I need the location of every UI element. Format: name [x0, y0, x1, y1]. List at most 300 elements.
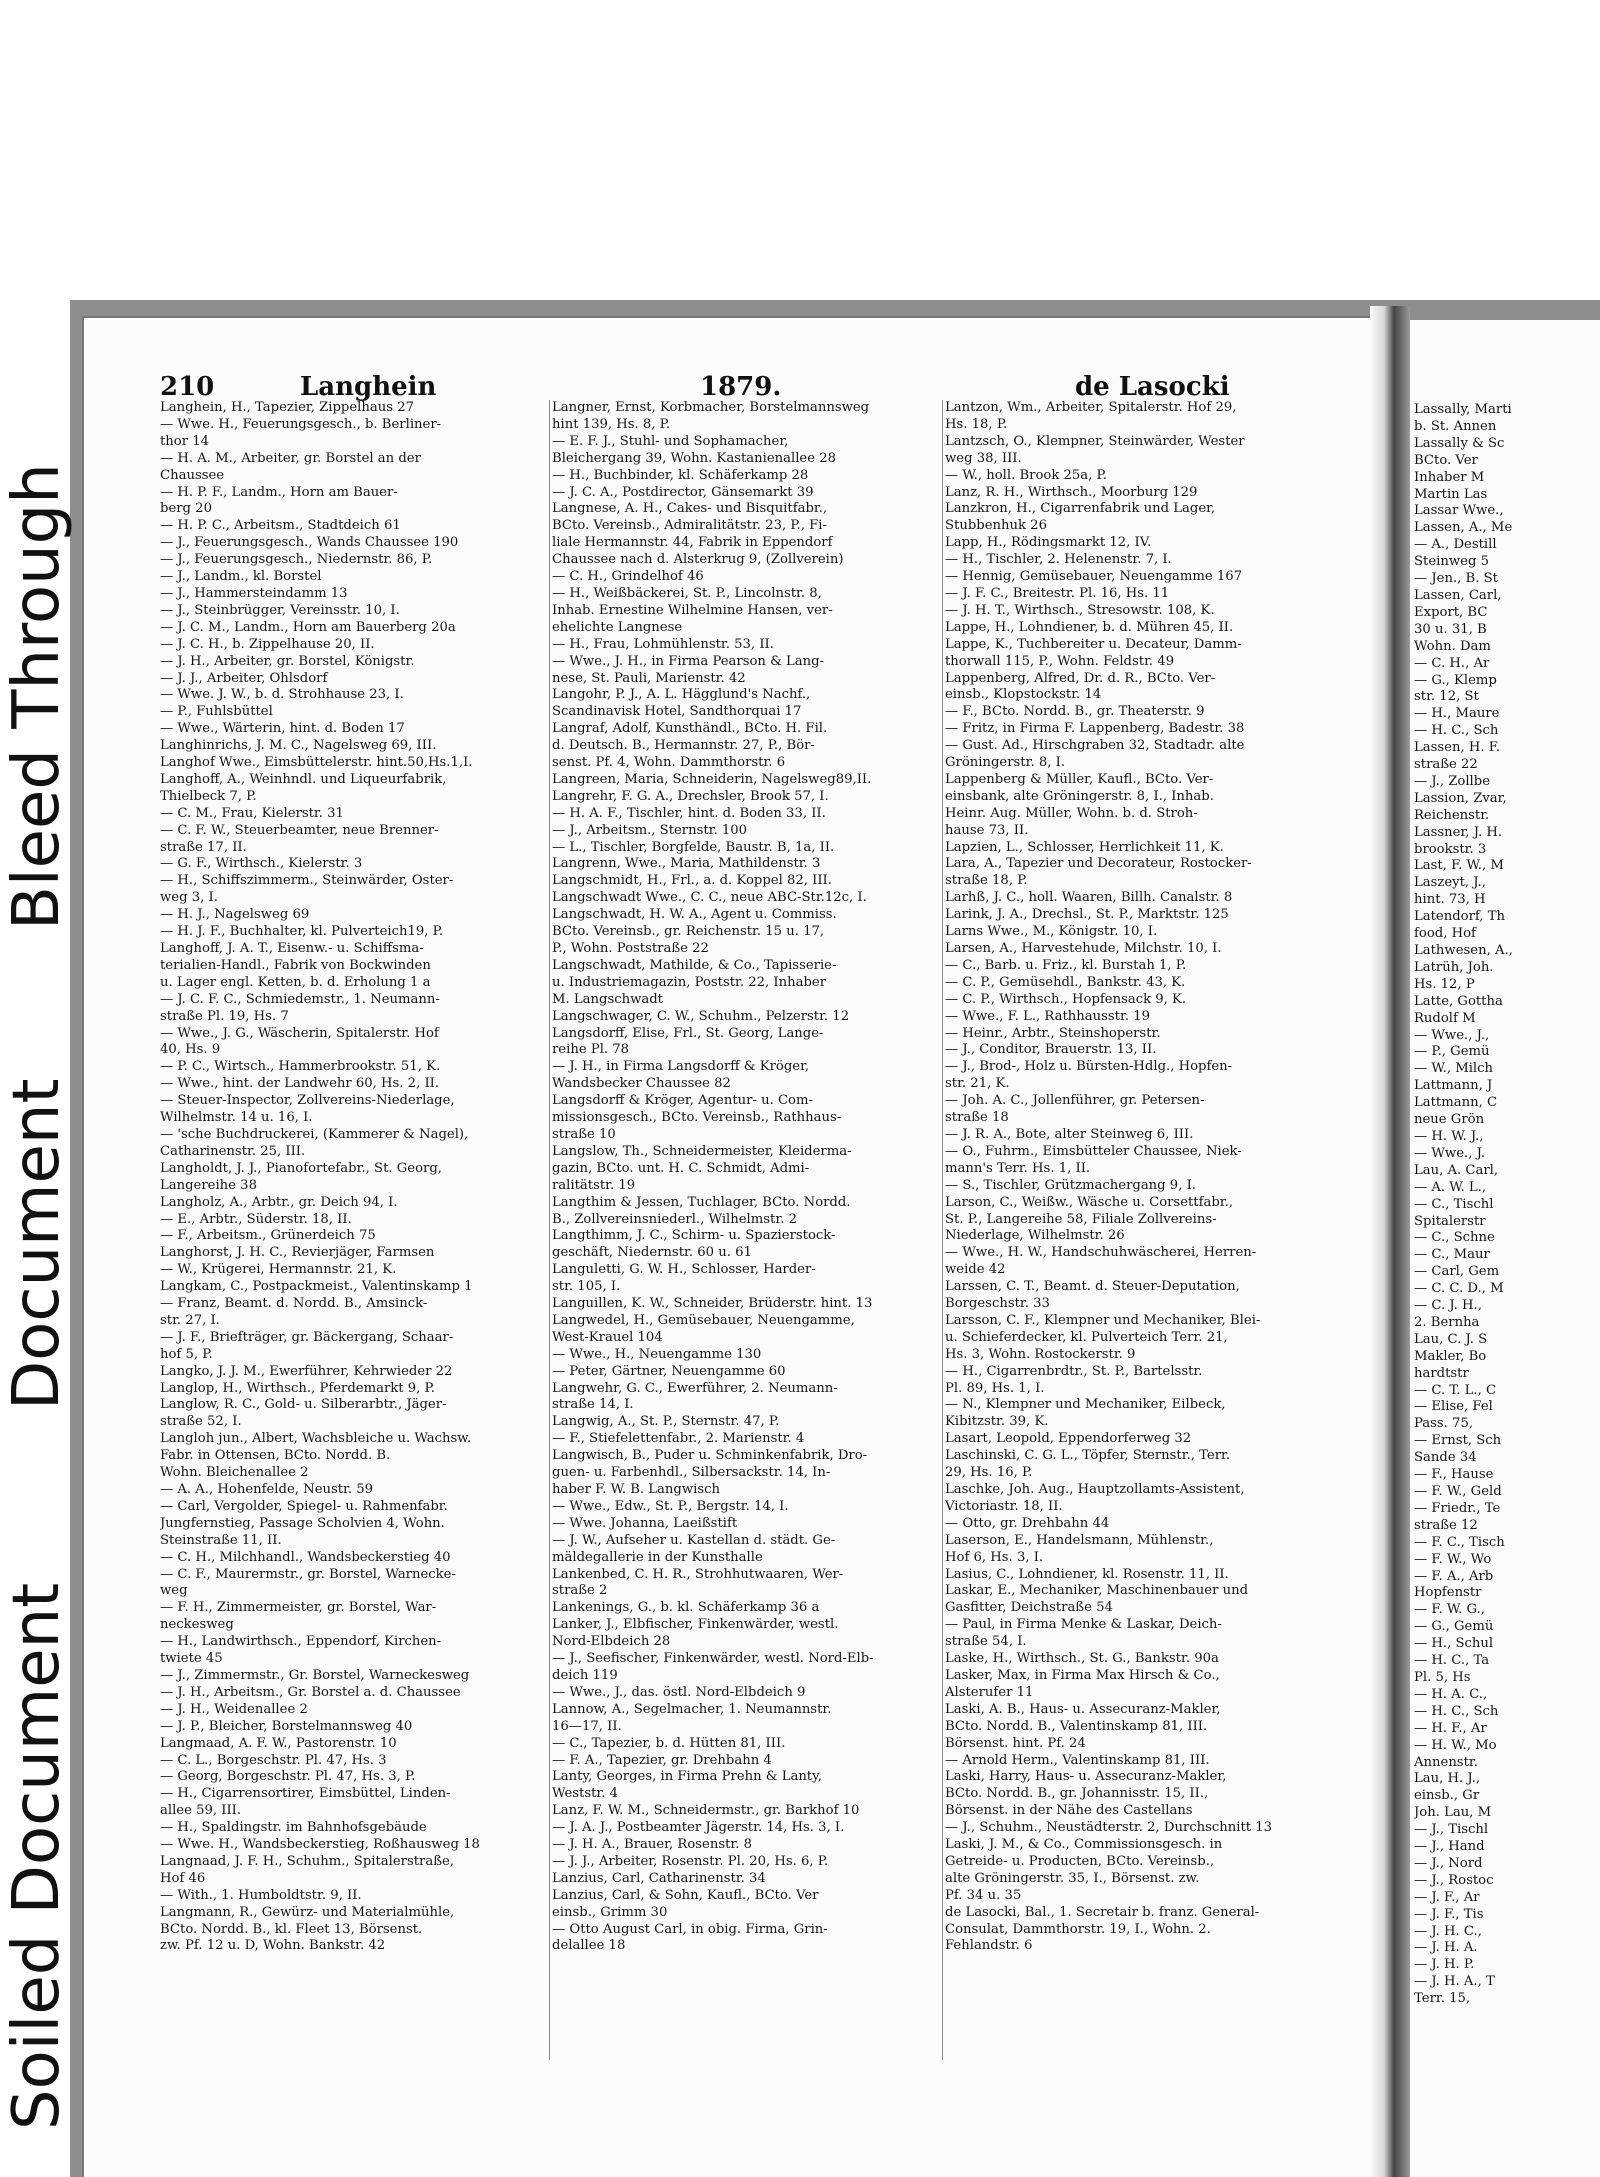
directory-line: Lankenings, G., b. kl. Schäferkamp 36 a [552, 1600, 820, 1616]
directory-line: — J., Feuerungsgesch., Niedernstr. 86, P. [160, 552, 433, 568]
directory-line: Langschmidt, H., Frl., a. d. Koppel 82, III. [552, 873, 832, 889]
directory-line: Consulat, Dammthorstr. 19, I., Wohn. 2. [945, 1921, 1211, 1937]
directory-line: — Wwe., H., Neuengamme 130 [552, 1346, 762, 1362]
directory-line: straße 12 [1414, 1517, 1478, 1533]
directory-line: — J. F., Briefträger, gr. Bäckergang, Schaar- [160, 1329, 454, 1345]
directory-line: — Wwe. H., Feuerungsgesch., b. Berliner- [160, 416, 442, 432]
directory-line: Lassen, H. F. [1414, 740, 1501, 756]
directory-line: Laserson, E., Handelsmann, Mühlenstr., [945, 1532, 1214, 1548]
directory-line: Larsen, A., Harvestehude, Milchstr. 10, I. [945, 941, 1222, 956]
directory-line: — Wwe., F. L., Rathhausstr. 19 [945, 1008, 1151, 1024]
directory-line: — Fritz, in Firma F. Lappenberg, Badestr. 38 [945, 721, 1245, 737]
directory-line: Hopfenstr [1414, 1585, 1482, 1601]
book-gutter [1370, 306, 1410, 2177]
directory-line: Langsdorff & Kröger, Agentur- u. Com- [552, 1093, 813, 1109]
directory-line: — J., Feuerungsgesch., Wands Chaussee 190 [160, 535, 459, 551]
directory-line: straße 18, P. [945, 873, 1028, 889]
directory-line: — J. C. F. C., Schmiedemstr., 1. Neumann- [160, 991, 440, 1007]
directory-line: Export, BC [1414, 604, 1488, 620]
directory-line: ralitätstr. 19 [552, 1177, 636, 1193]
directory-line: — H. P. F., Landm., Horn am Bauer- [160, 484, 398, 500]
directory-line: Langhein, H., Tapezier, Zippelhaus 27 [160, 400, 414, 415]
directory-line: — G. F., Wirthsch., Kielerstr. 3 [160, 856, 363, 872]
directory-line: — J. H., Arbeitsm., Gr. Borstel a. d. Chaussee [160, 1684, 461, 1700]
directory-line: Lanzkron, H., Cigarrenfabrik und Lager, [945, 501, 1216, 517]
directory-line: reihe Pl. 78 [552, 1042, 630, 1058]
directory-line: — Wwe. H., Wandsbeckerstieg, Roßhausweg 18 [160, 1837, 480, 1853]
directory-line: hardtstr [1414, 1365, 1469, 1381]
directory-line: food, Hof [1414, 926, 1476, 942]
directory-line: Larssen, C. T., Beamt. d. Steuer-Deputation, [945, 1279, 1240, 1295]
directory-line: — J. H., in Firma Langsdorff & Kröger, [552, 1059, 810, 1075]
directory-line: Langmann, R., Gewürz- und Materialmühle, [160, 1904, 455, 1920]
directory-line: — J., Zimmermstr., Gr. Borstel, Warneckesweg [160, 1667, 470, 1683]
directory-line: u. Industriemagazin, Poststr. 22, Inhaber [552, 974, 827, 990]
directory-line: geschäft, Niedernstr. 60 u. 61 [552, 1245, 752, 1261]
directory-line: Langwehr, G. C., Ewerführer, 2. Neumann- [552, 1380, 838, 1396]
directory-line: straße 10 [552, 1126, 616, 1142]
directory-line: brookstr. 3 [1414, 841, 1487, 857]
directory-line: Langschwager, C. W., Schuhm., Pelzerstr. 12 [552, 1008, 850, 1024]
directory-line: Larson, C., Weißw., Wäsche u. Corsettfabr., [945, 1194, 1234, 1210]
directory-line: Langthimm, J. C., Schirm- u. Spazierstock- [552, 1228, 836, 1244]
directory-line: — F. C., Tisch [1414, 1534, 1505, 1550]
directory-line: — H., Schul [1414, 1636, 1494, 1652]
directory-line: — J., Schuhm., Neustädterstr. 2, Durchschnitt 13 [945, 1820, 1273, 1836]
directory-line: Lattmann, J [1414, 1078, 1493, 1094]
directory-line: — H., Cigarrenbrdtr., St. P., Bartelsstr. [945, 1363, 1203, 1379]
directory-line: — Wwe. J. W., b. d. Strohhause 23, I. [160, 687, 404, 703]
directory-line: — Franz, Beamt. d. Nordd. B., Amsinck- [160, 1296, 428, 1312]
directory-line: — Wwe., Wärterin, hint. d. Boden 17 [160, 721, 405, 737]
directory-line: — J., Zollbe [1414, 773, 1491, 789]
directory-line: weide 42 [945, 1262, 1006, 1278]
directory-line: — H. W. J., [1414, 1128, 1484, 1144]
directory-line: — Heinr., Arbtr., Steinshoperstr. [945, 1025, 1161, 1041]
directory-line: Lantzsch, O., Klempner, Steinwärder, Wester [945, 433, 1245, 449]
directory-line: Makler, Bo [1414, 1348, 1487, 1364]
directory-line: straße 54, I. [945, 1634, 1027, 1650]
directory-line: — H. A. C., [1414, 1686, 1488, 1702]
directory-line: — Friedr., Te [1414, 1500, 1501, 1516]
directory-line: Steinweg 5 [1414, 554, 1489, 570]
directory-line: straße 52, I. [160, 1414, 242, 1430]
directory-line: Langloh jun., Albert, Wachsbleiche u. Wachsw. [160, 1431, 472, 1447]
header-left-word: Langhein [300, 372, 437, 402]
margin-label-soiled-document: Soiled Document [0, 1582, 74, 2130]
directory-line: Langlop, H., Wirthsch., Pferdemarkt 9, P. [160, 1380, 435, 1396]
directory-line: Gröningerstr. 8, I. [945, 755, 1066, 771]
directory-line: Langner, Ernst, Korbmacher, Borstelmannsweg [552, 400, 870, 415]
directory-line: Chaussee [160, 467, 225, 483]
directory-line: b. St. Annen [1414, 418, 1497, 434]
directory-line: delallee 18 [552, 1938, 626, 1954]
directory-line: Langereihe 38 [160, 1177, 257, 1193]
directory-line: — H. P. C., Arbeitsm., Stadtdeich 61 [160, 518, 401, 534]
directory-line: Wohn. Dam [1414, 638, 1491, 654]
directory-line: — J. A. J., Postbeamter Jägerstr. 14, Hs. 3, I. [552, 1820, 845, 1836]
directory-line: 2. Bernha [1414, 1314, 1480, 1330]
directory-line: — E., Arbtr., Süderstr. 18, II. [160, 1211, 352, 1227]
directory-line: — H. C., Sch [1414, 723, 1499, 739]
directory-line: Latendorf, Th [1414, 909, 1505, 925]
directory-line: Langnese, A. H., Cakes- und Bisquitfabr., [552, 501, 828, 517]
directory-line: Borgeschstr. 33 [945, 1296, 1050, 1312]
directory-line: — J. W., Aufseher u. Kastellan d. städt. Ge- [552, 1532, 836, 1548]
directory-line: Inhaber M [1414, 469, 1485, 485]
directory-line: straße Pl. 19, Hs. 7 [160, 1008, 289, 1024]
directory-line: Annenstr. [1414, 1754, 1478, 1770]
directory-line: — Steuer-Inspector, Zollvereins-Niederlage, [160, 1093, 455, 1109]
directory-line: — F., Arbeitsm., Grünerdeich 75 [160, 1228, 376, 1244]
directory-line: — F. W. G., [1414, 1602, 1485, 1618]
directory-line: — C., Tapezier, b. d. Hütten 81, III. [552, 1735, 786, 1751]
header-year: 1879. [700, 372, 782, 402]
directory-line: — J. C. H., b. Zippelhause 20, II. [160, 636, 375, 652]
directory-line: St. P., Langereihe 58, Filiale Zollvereins- [945, 1211, 1217, 1227]
directory-line: — Gust. Ad., Hirschgraben 32, Stadtadr. alte [945, 738, 1245, 754]
directory-line: — W., Milch [1414, 1061, 1494, 1077]
directory-line: — F. W., Wo [1414, 1551, 1492, 1567]
directory-line: — H. F., Ar [1414, 1720, 1487, 1736]
directory-line: Langwisch, B., Puder u. Schminkenfabrik, Dro- [552, 1448, 868, 1464]
directory-line: Lanker, J., Elbfischer, Finkenwärder, westl. [552, 1617, 839, 1633]
directory-line: Pass. 75, [1414, 1416, 1474, 1432]
directory-line: de Lasocki, Bal., 1. Secretair b. franz. General- [945, 1904, 1260, 1920]
directory-line: neckesweg [160, 1617, 234, 1633]
directory-line: — O., Fuhrm., Eimsbütteler Chaussee, Niek- [945, 1143, 1242, 1159]
directory-line: str. 27, I. [160, 1312, 220, 1328]
directory-line: — Wwe., H. W., Handschuhwäscherei, Herren- [945, 1245, 1257, 1261]
directory-line: BCto. Vereinsb., Admiralitätstr. 23, P., Fi- [552, 518, 827, 534]
directory-line: Langschwadt, H. W. A., Agent u. Commiss. [552, 907, 837, 923]
column-2 [552, 400, 942, 1955]
directory-line: — E. F. J., Stuhl- und Sophamacher, [552, 433, 789, 449]
directory-line: Niederlage, Wilhelmstr. 26 [945, 1228, 1125, 1244]
directory-line: — Otto August Carl, in obig. Firma, Grin- [552, 1921, 828, 1937]
directory-line: Bleichergang 39, Wohn. Kastanienallee 28 [552, 450, 837, 466]
directory-line: alte Gröningerstr. 35, I., Börsenst. zw. [945, 1870, 1200, 1886]
directory-line: West-Krauel 104 [552, 1329, 663, 1345]
directory-line: Langrehr, F. G. A., Drechsler, Brook 57, I. [552, 788, 829, 804]
directory-line: Rudolf M [1414, 1010, 1476, 1026]
directory-line: Pl. 89, Hs. 1, I. [945, 1380, 1045, 1396]
directory-line: Joh. Lau, M [1414, 1805, 1492, 1821]
directory-line: Larink, J. A., Drechsl., St. P., Marktstr. 125 [945, 907, 1229, 923]
directory-line: — H., Spaldingstr. im Bahnhofsgebäude [160, 1820, 427, 1836]
directory-line: — J. C. A., Postdirector, Gänsemarkt 39 [552, 484, 814, 500]
directory-line: Börsenst. in der Nähe des Castellans [945, 1803, 1193, 1819]
directory-line: Langwig, A., St. P., Sternstr. 47, P. [552, 1414, 780, 1430]
directory-line: — C., Barb. u. Friz., kl. Burstah 1, P. [945, 957, 1187, 973]
directory-line: — A. W. L., [1414, 1179, 1487, 1195]
directory-line: Heinr. Aug. Müller, Wohn. b. d. Stroh- [945, 805, 1198, 821]
margin-label-bleed-through: Bleed Through [0, 463, 74, 930]
directory-line: Langholz, A., Arbtr., gr. Deich 94, I. [160, 1194, 398, 1210]
directory-line: — F. A., Tapezier, gr. Drehbahn 4 [552, 1752, 772, 1768]
directory-line: einsb., Grimm 30 [552, 1904, 668, 1920]
directory-line: — C. H., Milchhandl., Wandsbeckerstieg 40 [160, 1549, 451, 1565]
directory-line: Lappenberg & Müller, Kaufl., BCto. Ver- [945, 771, 1214, 787]
directory-line: u. Lager engl. Ketten, b. d. Erholung 1 a [160, 974, 431, 990]
directory-line: Inhab. Ernestine Wilhelmine Hansen, ver- [552, 602, 833, 618]
directory-line: Langhoff, J. A. T., Eisenw.- u. Schiffsma- [160, 941, 424, 956]
directory-line: — Joh. A. C., Jollenführer, gr. Petersen- [945, 1093, 1205, 1109]
directory-line: — F. A., Arb [1414, 1568, 1494, 1584]
directory-line: BCto. Nordd. B., Valentinskamp 81, III. [945, 1718, 1208, 1734]
directory-line: BCto. Ver [1414, 452, 1478, 468]
directory-line: Sande 34 [1414, 1450, 1477, 1466]
directory-line: Langslow, Th., Schneidermeister, Kleiderma- [552, 1143, 852, 1159]
directory-line: — P., Gemü [1414, 1044, 1490, 1060]
directory-line: — H., Tischler, 2. Helenenstr. 7, I. [945, 552, 1172, 568]
directory-line: mäldegallerie in der Kunsthalle [552, 1549, 763, 1565]
directory-line: Langschwadt, Mathilde, & Co., Tapisserie- [552, 957, 837, 973]
directory-line: — F., Stiefelettenfabr., 2. Marienstr. 4 [552, 1431, 805, 1447]
directory-line: — Wwe., hint. der Landwehr 60, Hs. 2, II. [160, 1076, 440, 1092]
directory-line: Alsterufer 11 [945, 1684, 1034, 1700]
directory-line: Langholdt, J. J., Pianofortefabr., St. Georg, [160, 1160, 442, 1176]
directory-line: terialien-Handl., Fabrik von Bockwinden [160, 957, 431, 973]
directory-line: — Elise, Fel [1414, 1399, 1493, 1415]
directory-line: — J., Hammersteindamm 13 [160, 585, 348, 601]
directory-line: Reichenstr. [1414, 807, 1490, 823]
directory-line: — G., Klemp [1414, 672, 1497, 688]
directory-line: — H. W., Mo [1414, 1737, 1497, 1753]
directory-line: — Carl, Gem [1414, 1264, 1500, 1280]
directory-line: Lau, C. J. S [1414, 1331, 1488, 1347]
directory-line: — J., Seefischer, Finkenwärder, westl. Nord-Elb- [552, 1651, 874, 1667]
directory-line: Langthim & Jessen, Tuchlager, BCto. Nordd. [552, 1194, 851, 1210]
directory-line: Larsson, C. F., Klempner und Mechaniker, Blei- [945, 1312, 1261, 1328]
directory-line: Fehlandstr. 6 [945, 1938, 1033, 1954]
directory-line: Langkam, C., Postpackmeist., Valentinskamp 1 [160, 1279, 473, 1295]
directory-line: Langmaad, A. F. W., Pastorenstr. 10 [160, 1735, 397, 1751]
directory-line: Lau, H. J., [1414, 1771, 1481, 1787]
directory-line: — H., Weißbäckerei, St. P., Lincolnstr. 8, [552, 585, 822, 601]
directory-line: twiete 45 [160, 1651, 223, 1667]
directory-line: nese, St. Pauli, Marienstr. 42 [552, 670, 746, 686]
directory-line: Lathwesen, A., [1414, 943, 1513, 958]
directory-line: guen- u. Farbenhdl., Silbersackstr. 14, In- [552, 1465, 831, 1481]
directory-line: — H., Frau, Lohmühlenstr. 53, II. [552, 636, 774, 652]
directory-line: — W., holl. Brook 25a, P. [945, 467, 1107, 483]
directory-line: Pl. 5, Hs [1414, 1669, 1471, 1685]
directory-line: hint 139, Hs. 8, P. [552, 416, 671, 432]
directory-line: — C. H., Grindelhof 46 [552, 569, 704, 585]
directory-line: missionsgesch., BCto. Vereinsb., Rathhaus- [552, 1110, 842, 1126]
directory-line: Pf. 34 u. 35 [945, 1887, 1022, 1903]
directory-line: Lappenberg, Alfred, Dr. d. R., BCto. Ver- [945, 670, 1216, 686]
directory-line: B., Zollvereinsniederl., Wilhelmstr. 2 [552, 1211, 797, 1227]
directory-line: 40, Hs. 9 [160, 1042, 221, 1058]
directory-line: straße 22 [1414, 757, 1478, 773]
directory-line: — J. H. A., T [1414, 1974, 1495, 1990]
directory-line: Lanzius, Carl, & Sohn, Kaufl., BCto. Ver [552, 1887, 819, 1903]
directory-line: Langhorst, J. H. C., Revierjäger, Farmsen [160, 1245, 435, 1261]
column-4 [1414, 402, 1600, 2008]
directory-line: — Ernst, Sch [1414, 1433, 1502, 1449]
directory-line: — C. H., Ar [1414, 655, 1490, 671]
directory-line: — C. P., Wirthsch., Hopfensack 9, K. [945, 991, 1187, 1007]
directory-line: Laschinski, C. G. L., Töpfer, Sternstr., Terr. [945, 1448, 1231, 1464]
directory-line: Laski, Harry, Haus- u. Assecuranz-Makler, [945, 1769, 1227, 1785]
directory-line: u. Schieferdecker, kl. Pulverteich Terr. 21, [945, 1329, 1228, 1345]
directory-line: Lanz, R. H., Wirthsch., Moorburg 129 [945, 484, 1198, 500]
header-right-word: de Lasocki [1075, 372, 1230, 402]
directory-line: BCto. Nordd. B., gr. Johannisstr. 15, II., [945, 1786, 1209, 1802]
directory-line: neue Grön [1414, 1112, 1485, 1128]
directory-line: — Arnold Herm., Valentinskamp 81, III. [945, 1752, 1210, 1768]
directory-line: — J., Rostoc [1414, 1872, 1494, 1888]
directory-line: deich 119 [552, 1667, 618, 1683]
directory-line: — J. H., Weidenallee 2 [160, 1701, 308, 1717]
page-number: 210 [160, 372, 215, 402]
directory-line: Jungfernstieg, Passage Scholvien 4, Wohn. [160, 1515, 445, 1531]
directory-line: — P. C., Wirtsch., Hammerbrookstr. 51, K. [160, 1059, 441, 1075]
directory-line: gazin, BCto. unt. H. C. Schmidt, Admi- [552, 1160, 810, 1176]
directory-line: Martin Las [1414, 486, 1488, 502]
directory-line: — J., Steinbrügger, Vereinsstr. 10, I. [160, 602, 400, 618]
directory-line: Lassally & Sc [1414, 435, 1505, 451]
directory-line: — J. J., Arbeiter, Rosenstr. Pl. 20, Hs. 6, P. [552, 1853, 829, 1869]
directory-line: — H., Cigarrensortirer, Eimsbüttel, Linden- [160, 1786, 451, 1802]
directory-line: 29, Hs. 16, P. [945, 1465, 1033, 1481]
directory-line: — C. T. L., C [1414, 1382, 1497, 1398]
directory-line: Langrenn, Wwe., Maria, Mathildenstr. 3 [552, 856, 821, 872]
directory-line: Last, F. W., M [1414, 858, 1504, 874]
directory-line: Kibitzstr. 39, K. [945, 1414, 1049, 1430]
column-3 [945, 400, 1355, 1955]
directory-line: — F., Hause [1414, 1467, 1494, 1483]
directory-line: — J., Landm., kl. Borstel [160, 569, 322, 585]
directory-line: Langhof Wwe., Eimsbüttelerstr. hint.50,Hs.1,I. [160, 755, 473, 771]
directory-line: — J. H. A., Brauer, Rosenstr. 8 [552, 1837, 753, 1853]
directory-line: Lasart, Leopold, Eppendorferweg 32 [945, 1431, 1192, 1447]
directory-line: — Peter, Gärtner, Neuengamme 60 [552, 1363, 786, 1379]
directory-line: Chaussee nach d. Alsterkrug 9, (Zollverein) [552, 552, 844, 568]
directory-line: — Georg, Borgeschstr. Pl. 47, Hs. 3, P. [160, 1769, 416, 1785]
directory-line: Langko, J. J. M., Ewerführer, Kehrwieder 22 [160, 1363, 453, 1379]
directory-line: — J. H. A. [1414, 1940, 1478, 1956]
column-rule-1 [549, 400, 550, 2060]
directory-line: Thielbeck 7, P. [160, 788, 257, 804]
directory-line: Lankenbed, C. H. R., Strohhutwaaren, Wer- [552, 1566, 844, 1582]
directory-line: — F., BCto. Nordd. B., gr. Theaterstr. 9 [945, 704, 1205, 720]
directory-line: — H. J. F., Buchhalter, kl. Pulverteich19, P. [160, 924, 444, 940]
directory-line: — H., Schiffszimmerm., Steinwärder, Oster- [160, 873, 454, 889]
directory-line: — J. P., Bleicher, Borstelmannsweg 40 [160, 1718, 413, 1734]
directory-line: d. Deutsch. B., Hermannstr. 27, P., Bör- [552, 738, 815, 754]
directory-line: Hs. 18, P. [945, 416, 1008, 432]
directory-line: M. Langschwadt [552, 991, 663, 1007]
directory-line: Lanzius, Carl, Catharinenstr. 34 [552, 1870, 766, 1886]
directory-line: — C. P., Gemüsehdl., Bankstr. 43, K. [945, 974, 1186, 990]
adjacent-page [1410, 320, 1600, 2177]
directory-line: Lapp, H., Rödingsmarkt 12, IV. [945, 535, 1152, 551]
directory-line: Laschke, Joh. Aug., Hauptzollamts-Assistent, [945, 1482, 1245, 1497]
directory-line: — C., Tischl [1414, 1196, 1494, 1212]
directory-line: Lanz, F. W. M., Schneidermstr., gr. Barkhof 10 [552, 1803, 860, 1819]
directory-line: Languletti, G. W. H., Schlosser, Harder- [552, 1262, 816, 1278]
directory-line: thor 14 [160, 433, 210, 449]
directory-line: Weststr. 4 [552, 1786, 619, 1802]
directory-line: — 'sche Buchdruckerei, (Kammerer & Nagel), [160, 1126, 469, 1142]
directory-line: — H., Maure [1414, 706, 1500, 722]
directory-line: — With., 1. Humboldtstr. 9, II. [160, 1887, 362, 1903]
directory-line: — Wwe., J. [1414, 1145, 1486, 1161]
column-1 [160, 400, 548, 1955]
directory-line: Latte, Gottha [1414, 993, 1503, 1009]
directory-line: Hof 46 [160, 1870, 206, 1886]
directory-line: — Hennig, Gemüsebauer, Neuengamme 167 [945, 569, 1243, 585]
directory-line: Lannow, A., Segelmacher, 1. Neumannstr. [552, 1701, 832, 1717]
directory-line: einsb., Klopstockstr. 14 [945, 687, 1102, 703]
directory-line: Wohn. Bleichenallee 2 [160, 1465, 309, 1481]
directory-line: Langhinrichs, J. M. C., Nagelsweg 69, III. [160, 738, 437, 754]
directory-line: Terr. 15, [1414, 1991, 1471, 2007]
directory-line: weg 38, III. [945, 450, 1022, 466]
directory-line: Langnaad, J. F. H., Schuhm., Spitalerstraße, [160, 1853, 454, 1869]
directory-line: — Wwe. Johanna, Laeißstift [552, 1515, 738, 1531]
directory-line: hof 5, P. [160, 1346, 213, 1362]
directory-line: — H., Landwirthsch., Eppendorf, Kirchen- [160, 1634, 442, 1650]
directory-line: Fabr. in Ottensen, BCto. Nordd. B. [160, 1448, 391, 1464]
directory-line: str. 21, K. [945, 1076, 1010, 1092]
directory-line: — J. F., Ar [1414, 1889, 1480, 1905]
directory-line: 30 u. 31, B [1414, 621, 1487, 637]
directory-line: einsb., Gr [1414, 1788, 1480, 1804]
directory-line: straße 18 [945, 1110, 1009, 1126]
directory-line: Larns Wwe., M., Königstr. 10, I. [945, 924, 1158, 940]
directory-line: — C. L., Borgeschstr. Pl. 47, Hs. 3 [160, 1752, 387, 1768]
directory-line: liale Hermannstr. 44, Fabrik in Eppendorf [552, 535, 833, 551]
directory-line: Langschwadt Wwe., C. C., neue ABC-Str.12c, I. [552, 890, 867, 906]
directory-line: BCto. Nordd. B., kl. Fleet 13, Börsenst. [160, 1921, 423, 1937]
directory-line: — J., Conditor, Brauerstr. 13, II. [945, 1042, 1157, 1058]
directory-line: Lassen, Carl, [1414, 587, 1502, 603]
directory-line: — F. W., Geld [1414, 1484, 1502, 1499]
directory-line: str. 105, I. [552, 1279, 621, 1295]
directory-line: Wilhelmstr. 14 u. 16, I. [160, 1110, 313, 1126]
directory-line: allee 59, III. [160, 1803, 242, 1819]
directory-line: — H. A. F., Tischler, hint. d. Boden 33, II. [552, 805, 826, 821]
directory-line: Gasfitter, Deichstraße 54 [945, 1600, 1113, 1616]
directory-line: — F. H., Zimmermeister, gr. Borstel, War- [160, 1600, 437, 1616]
directory-line: — Paul, in Firma Menke & Laskar, Deich- [945, 1617, 1222, 1633]
directory-line: — G., Gemü [1414, 1619, 1494, 1635]
directory-line: — N., Klempner und Mechaniker, Eilbeck, [945, 1397, 1226, 1413]
directory-line: Lassner, J. H. [1414, 824, 1503, 840]
directory-line: Lasius, C., Lohndiener, kl. Rosenstr. 11, II. [945, 1566, 1229, 1582]
directory-line: haber F. W. B. Langwisch [552, 1482, 720, 1497]
directory-line: Laske, H., Wirthsch., St. G., Bankstr. 90a [945, 1651, 1219, 1667]
directory-line: Langlow, R. C., Gold- u. Silberarbtr., Jäger- [160, 1397, 447, 1413]
directory-line: — J. F. C., Breitestr. Pl. 16, Hs. 11 [945, 585, 1170, 601]
directory-line: Wandsbecker Chaussee 82 [552, 1076, 731, 1092]
directory-line: Langohr, P. J., A. L. Hägglund's Nachf., [552, 687, 811, 703]
directory-line: Hs. 3, Wohn. Rostockerstr. 9 [945, 1346, 1136, 1362]
directory-line: Lau, A. Carl, [1414, 1162, 1499, 1178]
directory-line: — Wwe., J. H., in Firma Pearson & Lang- [552, 653, 825, 669]
directory-line: Lattmann, C [1414, 1095, 1498, 1111]
directory-line: mann's Terr. Hs. 1, II. [945, 1160, 1091, 1176]
directory-line: — Wwe., J., [1414, 1027, 1490, 1043]
directory-line: — C. F., Maurermstr., gr. Borstel, Warnecke- [160, 1566, 456, 1582]
directory-line: — C., Maur [1414, 1247, 1490, 1263]
directory-line: — J. F., Tis [1414, 1906, 1484, 1922]
directory-line: Languillen, K. W., Schneider, Brüderstr. hint. 13 [552, 1296, 873, 1312]
